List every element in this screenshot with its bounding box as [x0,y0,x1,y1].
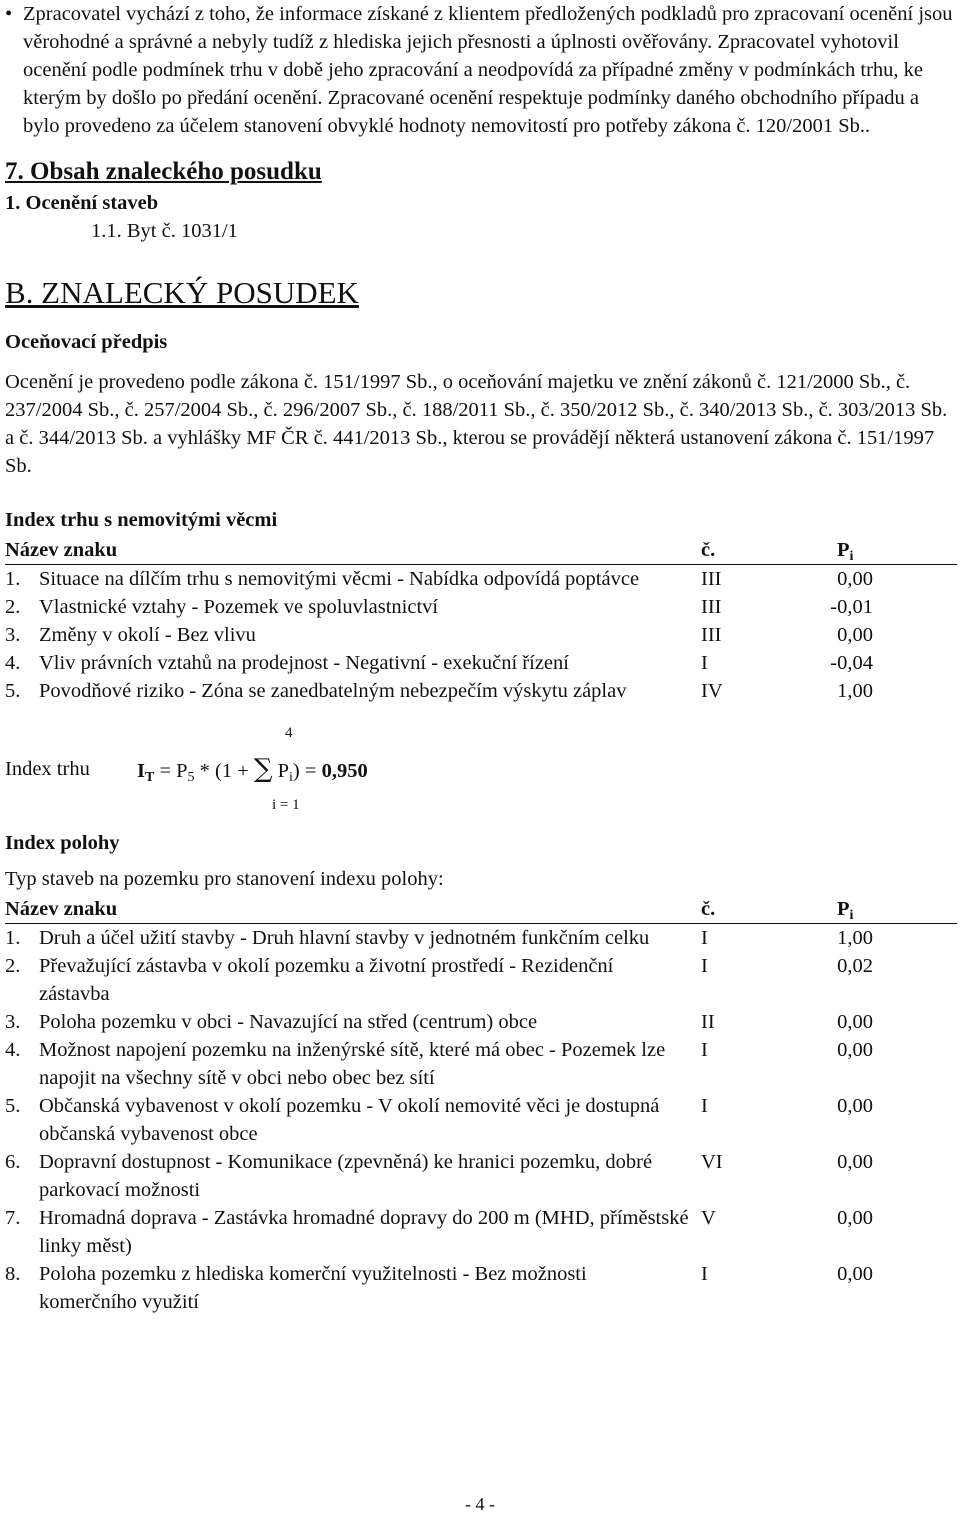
market-index-rows [5,565,957,705]
table-row: 7. Hromadná doprava - Zastávka hromadné dopravy do 200 m (MHD, příměstské linky měst) V 0,00 [5,1207,873,1257]
sum-upper-limit: 4 [285,725,293,741]
location-index-intro: Typ staveb na pozemku pro stanovení indexu polohy: [5,868,444,890]
section-7-heading: 7. Obsah znaleckého posudku [5,158,322,185]
sum-icon: ∑ [253,754,273,784]
market-index-formula [5,715,957,825]
contents-item-1: 1. Ocenění staveb [5,192,159,214]
valuation-regulation-text: Ocenění je provedeno podle zákona č. 151/1997 Sb., o oceňování majetku ve znění zákonů č. 121/2000 Sb., č. 237/2004 Sb., č. 257/2004 Sb., č. 296/2007 Sb., č. 188/2011 Sb., č. 350/2012 Sb., č. 340/2013 Sb., č. 303/2013 Sb. a č. 344/2013 Sb. a vyhlášky MF ČR č. 441/2013 Sb., kterou se provádějí některá ustanovení zákona č. 151/1997 Sb. [5,371,948,477]
section-b-heading: B. ZNALECKÝ POSUDEK [5,275,359,310]
contents-item-1-1: 1.1. Byt č. 1031/1 [91,220,238,242]
table-row: 5. Občanská vybavenost v okolí pozemku - V okolí nemovité věci je dostupná občanská vybavenost obce I 0,00 [5,1095,873,1145]
page-number: - 4 - [465,1494,495,1514]
table-row: 8. Poloha pozemku z hlediska komerční využitelnosti - Bez možnosti komerčního využití I 0,00 [5,1263,873,1313]
col-header-class: č. [701,898,716,920]
table-row: 1. Druh a účel užití stavby - Druh hlavní stavby v jednotném funkčním celku I 1,00 [5,927,873,949]
table-row: 5. Povodňové riziko - Zóna se zanedbatelným nebezpečím výskytu záplav IV 1,00 [5,680,873,702]
market-index-section [5,506,957,825]
location-index-rows [5,924,957,1316]
sum-lower-limit: i = 1 [272,797,300,813]
col-header-class: č. [701,539,716,561]
table-row: 6. Dopravní dostupnost - Komunikace (zpevněná) ke hranici pozemku, dobré parkovací možnosti VI 0,00 [5,1151,873,1201]
table-row: 2. Převažující zástavba v okolí pozemku a životní prostředí - Rezidenční zástavba I 0,02 [5,955,873,1005]
market-index-result: 0,950 [321,760,368,782]
table-row: 4. Vliv právních vztahů na prodejnost - Negativní - exekuční řízení I -0,04 [5,652,873,674]
valuation-regulation-heading: Oceňovací předpis [5,331,168,353]
table-row: 3. Poloha pozemku v obci - Navazující na střed (centrum) obce II 0,00 [5,1011,873,1033]
intro-text: Zpracovatel vychází z toho, že informace získané z klientem předložených podkladů pro zpracovaní ocenění jsou věrohodné a správné a nebyly tudíž z hlediska jejich přesnosti a úplnosti ověřovány. Zpracovatel vyhotovil ocenění podle podmínek trhu v době jeho zpracování a neodpovídá za případné změny v podmínkách trhu, ke kterým by došlo po předání ocenění. Zpracované ocenění respektuje podmínky daného obchodního případu a bylo provedeno za účelem stanovení obvyklé hodnoty nemovitostí pro potřeby zákona č. 120/2001 Sb.. [23,3,953,137]
intro-paragraph [5,0,957,140]
formula-expression: $I_T = P_5 * (1$ + ∑ $P_i) = 0,950$ [137,754,368,785]
location-index-section [5,829,957,1316]
table-row: 2. Vlastnické vztahy - Pozemek ve spoluvlastnictví III -0,01 [5,596,873,618]
col-header-p: $P_i$ [837,898,854,923]
col-header-name: Název znaku [5,898,118,920]
location-index-table-header [5,893,957,924]
market-index-heading: Index trhu s nemovitými věcmi [5,509,278,531]
market-index-table-header [5,534,957,565]
formula-label: Index trhu [5,758,90,780]
col-header-p: $P_i$ [837,539,854,564]
table-row: 4. Možnost napojení pozemku na inženýrské sítě, které má obec - Pozemek lze napojit na všechny sítě v obci nebo obec bez sítí I 0,00 [5,1039,873,1089]
table-row: 1. Situace na dílčím trhu s nemovitými věcmi - Nabídka odpovídá poptávce III 0,00 [5,568,873,590]
location-index-heading: Index polohy [5,832,120,854]
bullet-icon: • [5,3,13,25]
table-row: 3. Změny v okolí - Bez vlivu III 0,00 [5,624,873,646]
col-header-name: Název znaku [5,539,118,561]
